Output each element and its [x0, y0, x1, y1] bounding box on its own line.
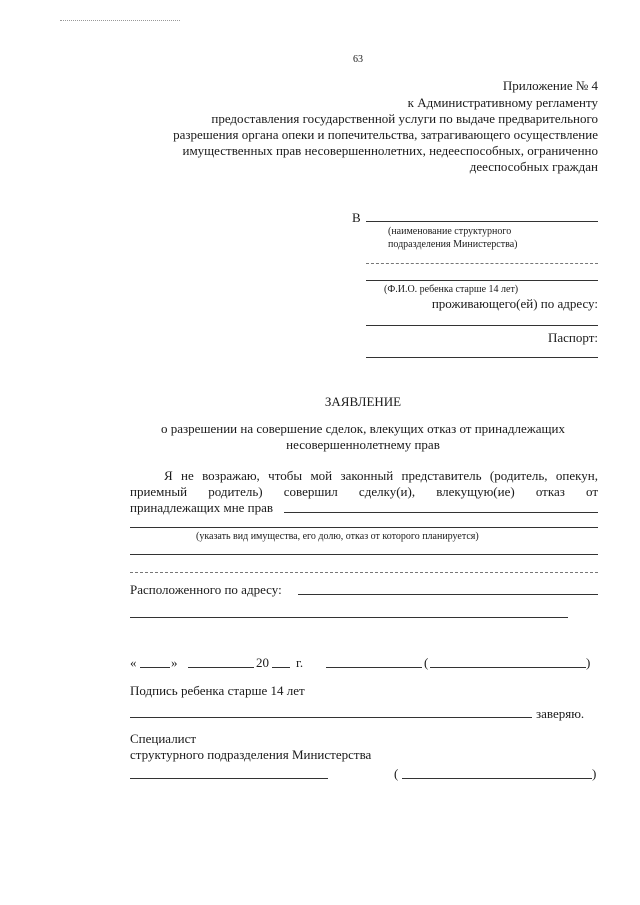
specialist-label: Специалист [130, 731, 197, 746]
child-name-field-2[interactable] [366, 280, 598, 281]
appendix-line: имущественных прав несовершеннолетних, недееспособных, ограниченно [182, 143, 598, 158]
year-prefix: 20 [256, 655, 269, 670]
property-field-2[interactable] [130, 572, 598, 573]
appendix-line: дееспособных граждан [469, 159, 598, 174]
unit-hint: подразделения Министерства) [388, 239, 518, 250]
day-field[interactable] [140, 667, 170, 668]
year-field[interactable] [272, 667, 290, 668]
paren-close: ) [586, 655, 591, 670]
certify-label: заверяю. [536, 706, 585, 721]
specialist-signature-field[interactable] [130, 778, 328, 779]
located-label: Расположенного по адресу: [130, 582, 282, 597]
paren-close: ) [592, 766, 597, 781]
child-signature-label: Подпись ребенка старше 14 лет [130, 683, 305, 698]
date-quote-open: « [130, 655, 137, 670]
statement-body: Я не возражаю, чтобы мой законный представитель (родитель, опекун, [164, 468, 598, 483]
address-field[interactable] [366, 325, 598, 326]
year-suffix: г. [296, 655, 304, 670]
property-field[interactable] [130, 554, 598, 555]
location-field-2[interactable] [130, 617, 568, 618]
rights-field[interactable] [284, 512, 598, 513]
unit-name-field[interactable] [366, 221, 598, 222]
child-hint: (Ф.И.О. ребенка старше 14 лет) [384, 284, 519, 295]
unit-hint: (наименование структурного [388, 226, 512, 237]
appendix-line: разрешения органа опеки и попечительства, затрагивающего осуществление [173, 127, 598, 142]
statement-subtitle: несовершеннолетнему прав [286, 437, 440, 452]
signature-field[interactable] [326, 667, 422, 668]
child-signature-field[interactable] [130, 717, 532, 718]
page-number: 63 [353, 54, 363, 65]
signature-name-field[interactable] [430, 667, 586, 668]
month-field[interactable] [188, 667, 254, 668]
specialist-name-field[interactable] [402, 778, 592, 779]
paren-open: ( [424, 655, 429, 670]
passport-field[interactable] [366, 357, 598, 358]
statement-body: приемный родитель) совершил сделку(и), влекущую(ие) отказ от [130, 484, 598, 499]
paren-open: ( [394, 766, 399, 781]
appendix-line: предоставления государственной услуги по выдаче предварительного [211, 111, 598, 126]
property-hint: (указать вид имущества, его долю, отказ от которого планируется) [196, 531, 479, 542]
statement-subtitle: о разрешении на совершение сделок, влекущих отказ от принадлежащих [161, 421, 565, 436]
location-field[interactable] [298, 594, 598, 595]
residing-label: проживающего(ей) по адресу: [431, 296, 598, 311]
passport-label: Паспорт: [547, 330, 598, 345]
appendix-title: Приложение № 4 [502, 78, 598, 93]
appendix-line: к Административному регламенту [407, 95, 598, 110]
rights-field-2[interactable] [130, 527, 598, 528]
statement-title: ЗАЯВЛЕНИЕ [324, 394, 402, 409]
addressee-prefix: В [352, 210, 361, 225]
specialist-label: структурного подразделения Министерства [130, 747, 372, 762]
date-quote-close: » [171, 655, 178, 670]
statement-body: принадлежащих мне прав [130, 500, 274, 515]
child-name-field[interactable] [366, 263, 598, 264]
scan-artifact [60, 20, 180, 21]
